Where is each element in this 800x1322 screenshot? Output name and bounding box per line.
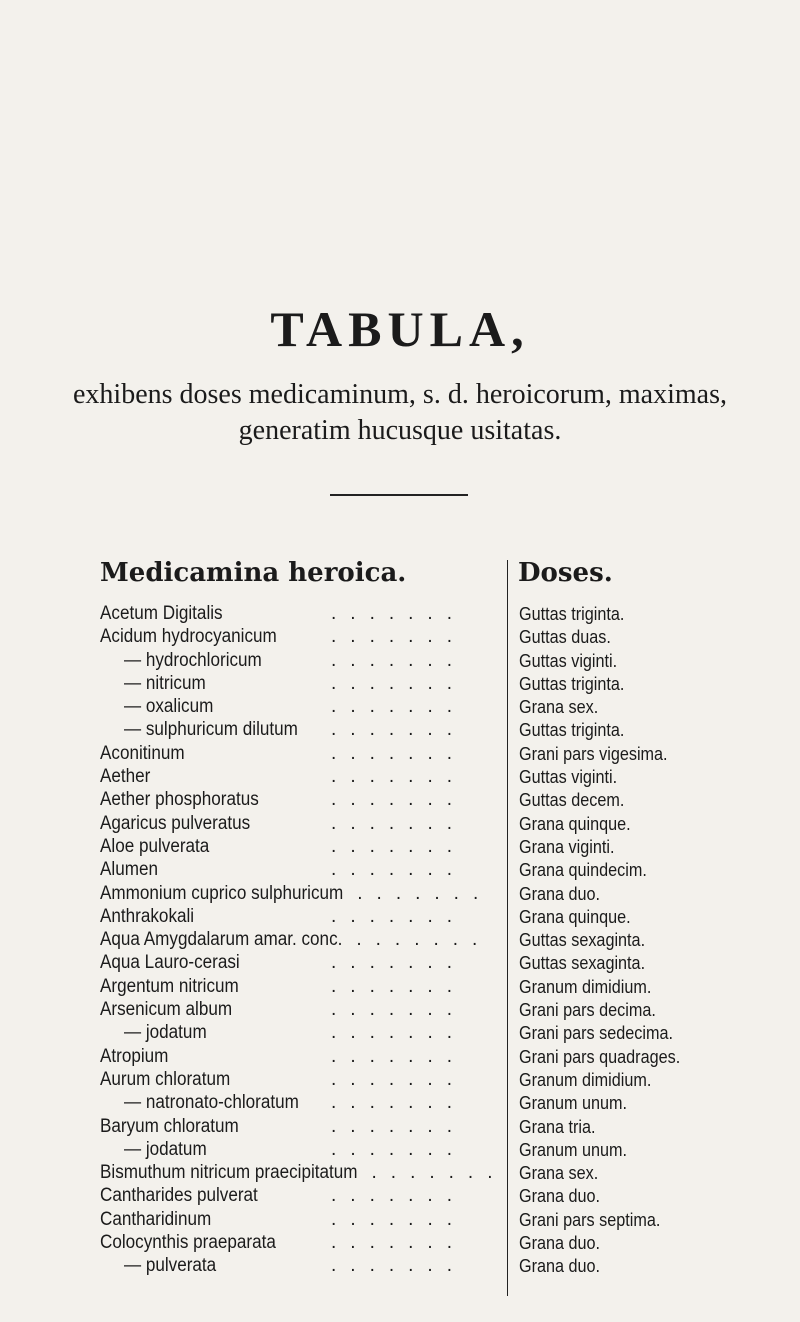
table-row [0,999,800,1022]
table-row [0,650,800,673]
leader-dots: ....... [357,882,493,904]
medicament-name: Argentum nitricum [100,975,239,997]
medicament-name: Alumen [100,859,158,881]
medicament-name: Cantharides pulverat [100,1185,258,1207]
table-row [0,929,800,952]
dose-value: Grani pars septima. [519,1209,661,1230]
dose-value: Guttas triginta. [519,720,625,741]
table-row [0,673,800,696]
dose-value: Grani pars sedecima. [519,1023,673,1044]
table-row [0,789,800,812]
leader-dots: ....... [331,1068,466,1090]
leader-dots: ....... [331,1232,466,1254]
medicament-name: Aether phosphoratus [100,789,259,811]
table-row [0,859,800,882]
leader-dots: ....... [331,812,466,834]
table-row [0,1069,800,1092]
leader-dots: ....... [331,952,466,974]
page-title: TABULA, [270,301,530,357]
table-row [0,906,800,929]
dose-value: Grana duo. [519,883,601,904]
table-row [0,1022,800,1045]
dose-value: Guttas triginta. [519,673,625,694]
medicament-name: Acidum hydrocyanicum [100,626,277,648]
dose-value: Guttas viginti. [519,767,618,788]
leader-dots: ....... [331,999,466,1021]
leader-dots: ....... [331,766,466,788]
leader-dots: ....... [331,1208,466,1230]
medicament-name: — natronato-chloratum [124,1092,299,1114]
medicament-name: Aqua Lauro-cerasi [100,952,240,974]
table-row [0,696,800,719]
dose-value: Grana sex. [519,1163,599,1184]
leader-dots: ....... [331,975,466,997]
leader-dots: ....... [331,1115,466,1137]
dose-value: Guttas decem. [519,790,625,811]
medicament-name: — pulverata [124,1255,217,1277]
dose-value: Guttas duas. [519,627,611,648]
dose-value: Guttas triginta. [519,604,625,624]
dose-value: Grana duo. [519,1256,601,1277]
dose-value: Grani pars quadrages. [519,1046,681,1067]
dose-value: Grana quinque. [519,906,631,927]
leader-dots: ....... [331,626,466,648]
table-row [0,1185,800,1208]
table-row [0,883,800,906]
table-row [0,1116,800,1139]
medicament-name: Colocynthis praeparata [100,1232,276,1254]
leader-dots: ....... [331,1092,466,1114]
medicament-name: Atropium [100,1045,169,1067]
medicament-name: — sulphuricum dilutum [124,719,298,741]
dose-value: Guttas sexaginta. [519,953,646,974]
table-row [0,1255,800,1278]
medicament-name: Acetum Digitalis [100,603,223,624]
table-row [0,766,800,789]
leader-dots: ....... [331,1045,466,1067]
medicament-name: — oxalicum [124,696,214,718]
medicament-name: — jodatum [124,1022,207,1044]
table-row [0,1162,800,1185]
medicament-name: Aqua Amygdalarum amar. conc. [100,929,343,951]
dose-value: Guttas sexaginta. [519,930,646,951]
dose-value: Grani pars vigesima. [519,743,668,764]
dose-value: Grana viginti. [519,836,615,857]
medicament-name: Agaricus pulveratus [100,812,251,834]
dose-table [0,603,800,1279]
leader-dots: ....... [331,696,466,718]
table-row [0,813,800,836]
dose-value: Guttas viginti. [519,650,618,671]
subtitle-line-2: generatim hucusque usitatas. [238,415,562,446]
medicament-name: — hydrochloricum [124,649,262,671]
medicament-name: Aether [100,766,151,788]
medicament-name: Ammonium cuprico sulphuricum [100,882,344,904]
table-row [0,626,800,649]
table-row [0,952,800,975]
dose-value: Grana duo. [519,1186,601,1207]
medicament-name: Anthrakokali [100,905,195,927]
leader-dots: ....... [331,672,466,694]
table-row [0,719,800,742]
table-row [0,1209,800,1232]
column-header-medicamina: Medicamina heroica. [100,558,407,588]
table-row [0,1092,800,1115]
table-row [0,836,800,859]
table-row [0,1046,800,1069]
dose-value: Granum dimidium. [519,1069,652,1090]
leader-dots: ....... [331,1138,466,1160]
dose-value: Grani pars decima. [519,1000,656,1021]
leader-dots: ....... [356,929,492,951]
table-row [0,603,800,626]
dose-value: Grana duo. [519,1233,601,1254]
dose-value: Grana quindecim. [519,860,647,881]
leader-dots: ....... [331,859,466,881]
medicament-name: — nitricum [124,672,206,694]
leader-dots: ....... [331,1185,466,1207]
table-row [0,1139,800,1162]
subtitle-line-1: exhibens doses medicaminum, s. d. heroicorum, maximas, [73,379,727,410]
table-row [0,1232,800,1255]
leader-dots: ....... [331,1022,466,1044]
medicament-name: — jodatum [124,1138,207,1160]
title-divider [330,494,468,496]
table-row [0,743,800,766]
dose-value: Grana tria. [519,1116,596,1137]
medicament-name: Bismuthum nitricum praecipitatum [100,1162,358,1184]
column-header-doses: Doses. [518,558,613,588]
medicament-name: Aloe pulverata [100,835,210,857]
dose-value: Grana quinque. [519,813,631,834]
dose-value: Granum unum. [519,1093,628,1114]
dose-value: Granum dimidium. [519,976,652,997]
leader-dots: ....... [331,789,466,811]
leader-dots: ....... [331,719,466,741]
medicament-name: Aconitinum [100,742,185,764]
medicament-name: Baryum chloratum [100,1115,239,1137]
medicament-name: Cantharidinum [100,1208,212,1230]
dose-value: Grana sex. [519,697,599,718]
dose-value: Granum unum. [519,1139,628,1160]
leader-dots: ....... [371,1162,507,1184]
leader-dots: ....... [331,649,466,671]
leader-dots: ....... [331,603,466,624]
medicament-name: Arsenicum album [100,999,233,1021]
table-row [0,976,800,999]
leader-dots: ....... [331,835,466,857]
leader-dots: ....... [331,742,466,764]
medicament-name: Aurum chloratum [100,1068,231,1090]
leader-dots: ....... [331,905,466,927]
leader-dots: ....... [331,1255,466,1277]
